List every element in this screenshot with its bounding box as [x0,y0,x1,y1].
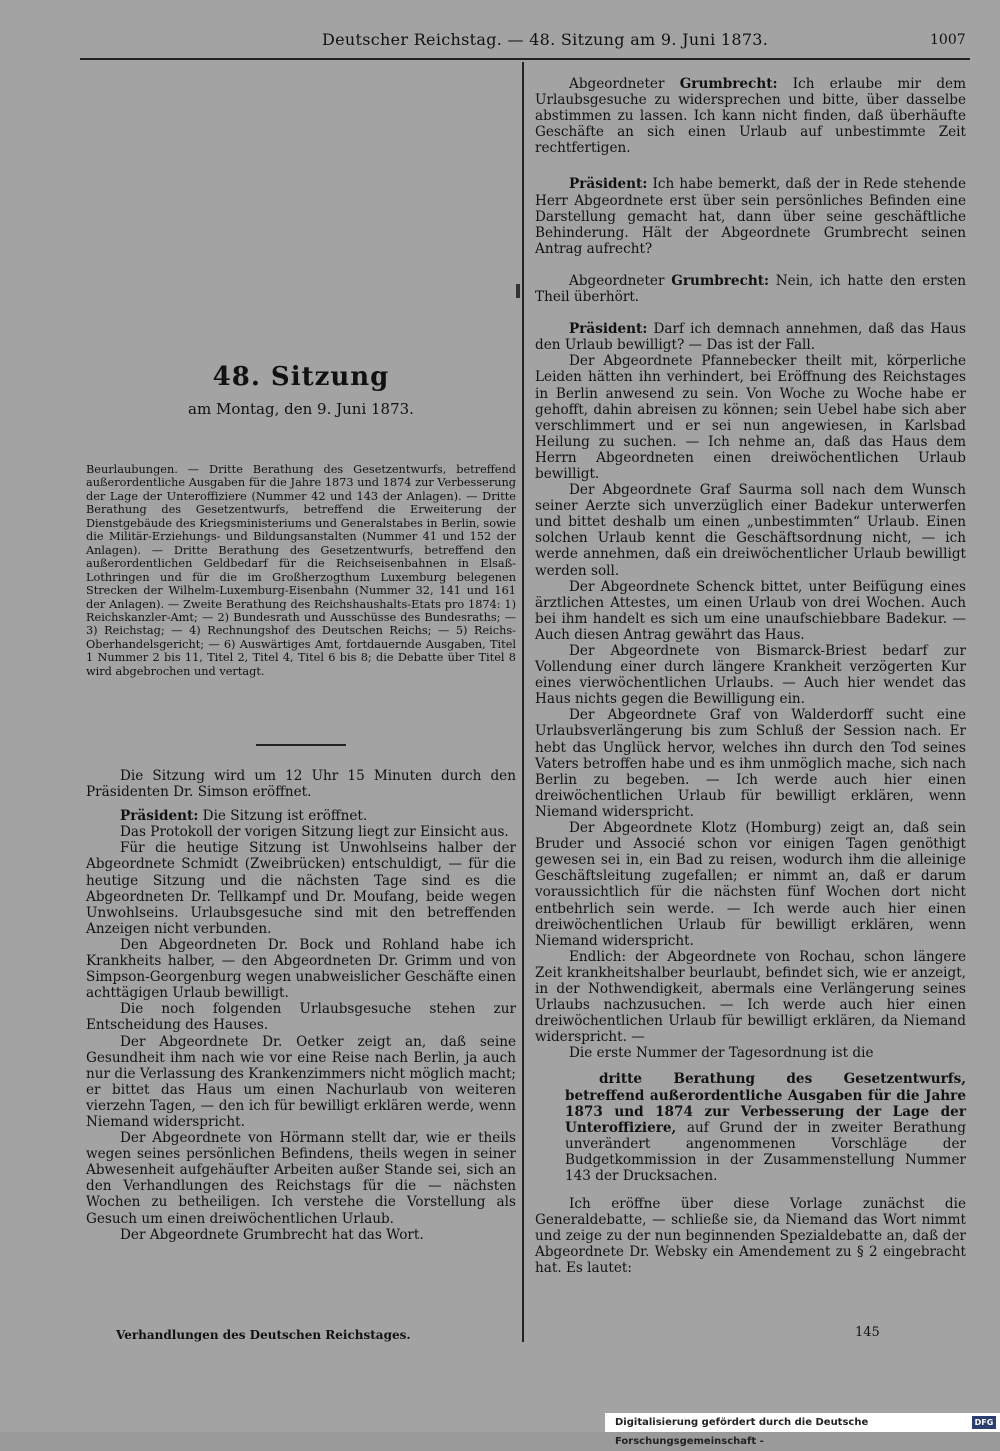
right-column-text [535,76,966,1277]
footer-publication: Verhandlungen des Deutschen Reichstages. [116,1328,411,1342]
speech-text: Ich erlaube mir dem Urlaubsgesuche zu widersprechen und bitte, über dasselbe abstimmen zu lassen. Ich kann nicht finden, daß überhäufte Geschäfte an sich einen Urlaub auf unbestimmte Zeit rechtfertigen. [535,76,966,157]
speech-text: Nein, ich hatte den ersten Theil überhört. [535,272,967,306]
paragraph: Der Abgeordnete Pfannebecker theilt mit, körperliche Leiden hätten ihn verhindert, bei Eröffnung des Reichstages in Berlin anwesend zu sein. Von Woche zu Woche habe er gehofft, dahin abreisen zu können; sein Uebel habe sich aber verschlimmert und er sei nun angewiesen, in Karlsbad Heilung zu suchen. — Ich nehme an, daß das Haus dem Herrn Abgeordneten einen dreiwöchentlichen Urlaub bewilligt. [535,353,966,482]
dfg-logo: DFG [972,1416,996,1429]
paragraph: Endlich: der Abgeordnete von Rochau, schon längere Zeit krankheitshalber beurlaubt, befindet sich, wie er anzeigt, in der Nothwendigkeit, abermals eine Verlängerung seines Urlaubs nachzusuchen. — Ich werde auch hier einen dreiwöchentlichen Urlaub für bewilligt erklären, da Niemand widerspricht. — [535,948,966,1046]
speaker-name: Grumbrecht: [679,76,778,92]
credit-text: Digitalisierung gefördert durch die Deutsche Forschungsgemeinschaft - [615,1417,869,1447]
paragraph: Für die heutige Sitzung ist Unwohlseins halber der Abgeordnete Schmidt (Zweibrücken) entschuldigt, — für die heutige Sitzung und die nächsten Tage sind es die Abgeordneten Dr. Tellkampf und Dr. Moufang, beide wegen Unwohlseins. Urlaubsgesuche sind mit den betreffenden Anzeigen nicht verbunden. [86,840,516,937]
paragraph: Ich eröffne über diese Vorlage zunächst die Generaldebatte, — schließe sie, da Niemand das Wort nimmt und zeige zu der nun beginnenden Spezialdebatte an, daß der Abgeordnete Dr. Websky ein Amendement zu § 2 eingebracht hat. Es lautet: [535,1196,966,1277]
speaker-prefix: Abgeordneter [569,272,672,289]
paragraph: Der Abgeordnete Graf Saurma soll nach dem Wunsch seiner Aerzte sich unverzüglich einer Badekur unterwerfen und bittet deshalb um einen „unbestimmten“ Urlaub. Einen solchen Urlaub kennt die Geschäftsordnung nicht, — ich werde annehmen, daß ein dreiwöchentlicher Urlaub bewilligt werden soll. [535,482,966,579]
session-date: am Montag, den 9. Juni 1873. [188,400,414,418]
page-number: 1007 [930,32,966,48]
paragraph: Die erste Nummer der Tagesordnung ist die [569,1045,874,1062]
paragraph: Der Abgeordnete von Hörmann stellt dar, wie er theils wegen seines persönlichen Befindens, theils wegen in seiner Abwesenheit aufgehäufter Arbeiten außer Stande sei, sich an den Verhandlungen des Reichstags für die — nächsten Wochen zu betheiligen. Ich verstehe die Vorstellung als Gesuch um einen dreiwöchentlichen Urlaub. [86,1130,516,1227]
speech-text: Die Sitzung ist eröffnet. [198,808,368,825]
paragraph: Der Abgeordnete Schenck bittet, unter Beifügung eines ärztlichen Attestes, um einen Urlaub von drei Wochen. Auch bei ihm handelt es sich um eine unaufschiebbare Badekur. — Auch diesen Antrag gewährt das Haus. [535,578,966,643]
session-title: 48. Sitzung [212,362,390,392]
left-column-text [86,768,516,1243]
paragraph: Die noch folgenden Urlaubsgesuche stehen zur Entscheidung des Hauses. [86,1001,516,1034]
speaker-prefix: Abgeordneter [569,76,680,92]
margin-mark [516,284,520,298]
paragraph [535,76,966,156]
digitization-credit [605,1413,1000,1447]
header-rule [80,58,970,60]
agenda-item [535,1071,966,1184]
speaker-name: Grumbrecht: [671,272,770,289]
speech-text: Darf ich demnach annehmen, daß das Haus den Urlaub bewilligt? — Das ist der Fall. [535,321,966,354]
paragraph [535,176,966,256]
paragraph: Den Abgeordneten Dr. Bock und Rohland habe ich Krankheits halber, — den Abgeordneten Dr. Grimm und von Simpson-Georgenburg wegen unabweislicher Geschäfte einen achttägigen Urlaub bewilligt. [86,936,516,1002]
paragraph [535,273,966,305]
footer-sheet-number: 145 [855,1325,880,1340]
speech-text: Ich habe bemerkt, daß der in Rede stehende Herr Abgeordnete erst über sein persönliches Befinden eine Darstellung gemacht hat, dann über seine geschäftliche Behinderung. Hält der Abgeordnete Grumbrecht seinen Antrag aufrecht? [535,176,966,257]
agenda-title: dritte Berathung des Gesetzentwurfs, betreffend außerordentliche Ausgaben für die Jahre 1873 und 1874 zur Verbesserung der Lage der Unteroffiziere, [565,1071,966,1136]
paragraph [86,808,516,824]
paragraph [535,321,966,353]
column-divider [522,62,524,1342]
speaker-name: Präsident: [120,808,199,825]
paragraph: Das Protokoll der vorigen Sitzung liegt zur Einsicht aus. [120,824,509,841]
paragraph: Der Abgeordnete von Bismarck-Briest bedarf zur Vollendung einer durch längere Krankheit verzögerten Kur eines vierwöchentlichen Urlaubs. — Auch hier wendet das Haus nichts gegen die Bewilligung ein. [535,643,966,708]
speaker-name: Präsident: [569,321,648,338]
summary-rule [256,744,346,746]
paragraph: Der Abgeordnete Graf von Walderdorff sucht eine Urlaubsverlängerung bis zum Schluß der Session nach. Er hebt das Unglück hervor, welches ihn durch den Tod seines Vaters betroffen habe und es ihm unmöglich mache, sich nach Berlin zu begeben. — Ich werde auch hier einen dreiwöchentlichen Urlaub für bewilligt erklären, wenn Niemand widerspricht. [535,707,966,820]
page-header [0,30,1000,58]
paragraph: Der Abgeordnete Dr. Oetker zeigt an, daß seine Gesundheit ihm nach wie vor eine Reise nach Berlin, ja auch nur die Verlassung des Krankenzimmers nicht möglich macht; er bittet das Haus um einen Nachurlaub von weiteren vierzehn Tagen, — den ich für bewilligt erklären werde, wenn Niemand widerspricht. [86,1033,516,1130]
session-summary: Beurlaubungen. — Dritte Berathung des Gesetzentwurfs, betreffend außerordentliche Ausgaben für die Jahre 1873 und 1874 zur Verbesserung der Lage der Unteroffiziere (Nummer 42 und 143 der Anlagen). — Dritte Berathung des Gesetzentwurfs, betreffend die Erweiterung der Dienstgebäude des Kriegsministeriums und Generalstabes in Berlin, sowie die Militär-Erziehungs- und Bildungsanstalten (Nummer 41 und 152 der Anlagen). — Dritte Berathung des Gesetzentwurfs, betreffend den außerordentlichen Geldbedarf für die Reichseisenbahnen in Elsaß-Lothringen und für die im Großherzogthum Luxemburg belegenen Strecken der Wilhelm-Luxemburg-Eisenbahn (Nummer 32, 141 und 161 der Anlagen). — Zweite Berathung des Reichshaushalts-Etats pro 1874: 1) Reichskanzler-Amt; — 2) Bundesrath und Ausschüsse des Bundesraths; — 3) Reichstag; — 4) Rechnungshof des Deutschen Reichs; — 5) Reichs-Oberhandelsgericht; — 6) Auswärtiges Amt, fortdauernde Ausgaben, Titel 1 Nummer 2 bis 11, Titel 2, Titel 4, Titel 6 bis 8; die Debatte über Titel 8 wird abgebrochen und vertagt. [86,463,516,678]
paragraph: Der Abgeordnete Klotz (Homburg) zeigt an, daß sein Bruder und Associé schon vor einigen Tagen genöthigt gewesen sei in, ein Bad zu reisen, wodurch ihm die alleinige Geschäftsleitung zugefallen; er nimmt an, daß er darum voraussichtlich für die nächsten fünf Wochen dort nicht entbehrlich sein werde. — Ich werde auch hier einen dreiwöchentlichen Urlaub für bewilligt erklären, wenn Niemand widerspricht. [535,820,966,949]
speaker-name: Präsident: [569,176,648,193]
running-title: Deutscher Reichstag. — 48. Sitzung am 9. Juni 1873. [322,30,769,49]
agenda-text: auf Grund der in zweiter Berathung unverändert angenommenen Vorschläge der Budgetkommission in der Zusammenstellung Nummer 143 der Drucksachen. [565,1119,966,1184]
paragraph: Der Abgeordnete Grumbrecht hat das Wort. [120,1226,424,1243]
paragraph: Die Sitzung wird um 12 Uhr 15 Minuten durch den Präsidenten Dr. Simson eröffnet. [86,768,516,801]
